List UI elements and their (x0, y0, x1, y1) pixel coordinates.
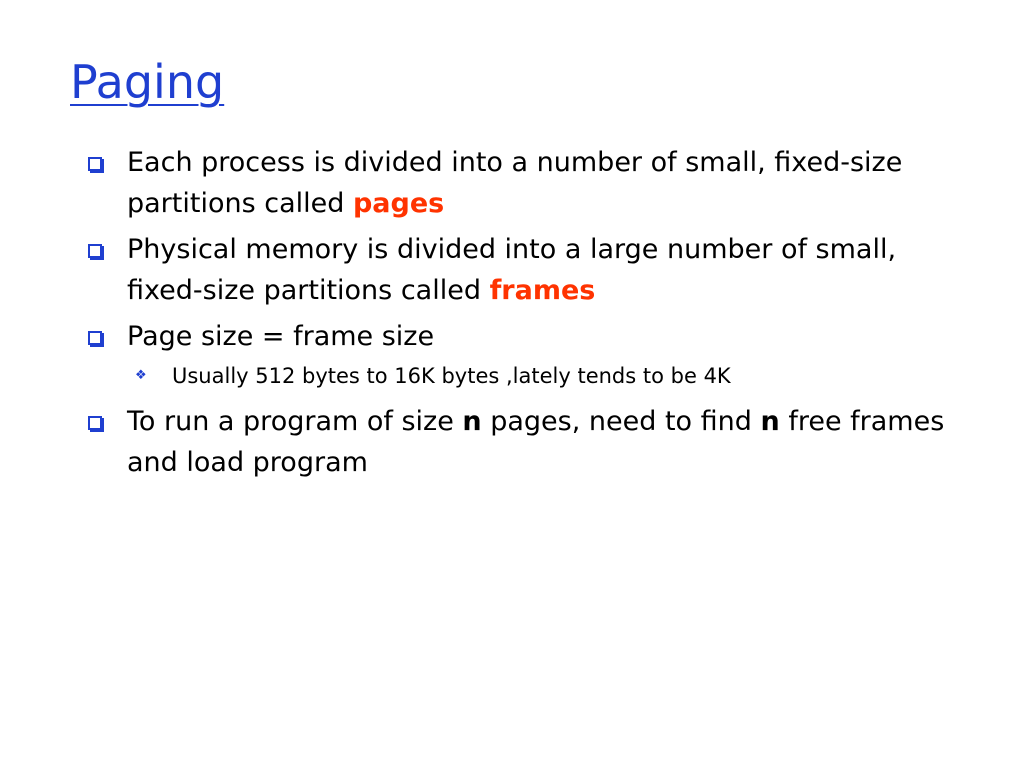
sub-bullet-text: Usually 512 bytes to 16K bytes ,lately tends to be 4K (172, 364, 731, 388)
square-bullet-icon (88, 416, 102, 430)
highlight-term: frames (489, 275, 596, 306)
bullet-item (84, 316, 964, 357)
bullet-text: free frames and load program (127, 406, 945, 478)
sub-bullet-item (84, 360, 964, 392)
diamond-bullet-icon: ❖ (135, 368, 147, 383)
square-bullet-icon (88, 157, 102, 171)
square-bullet-icon (88, 331, 102, 345)
slide-title: Paging (70, 55, 225, 109)
highlight-term: pages (352, 188, 445, 219)
bullet-text: pages, need to find (481, 406, 761, 437)
bullet-text: Each process is divided into a number of small, fixed-size partitions called (127, 147, 903, 219)
bullet-item (84, 229, 964, 311)
bold-term: n (462, 406, 482, 437)
bullet-list (84, 142, 964, 488)
bullet-text: Page size = frame size (127, 321, 435, 352)
bullet-text: To run a program of size (127, 406, 463, 437)
square-bullet-icon (88, 244, 102, 258)
bullet-text: Physical memory is divided into a large number of small, fixed-size partitions called (127, 234, 897, 306)
bold-term: n (760, 406, 780, 437)
bullet-item (84, 401, 964, 483)
bullet-item (84, 142, 964, 224)
